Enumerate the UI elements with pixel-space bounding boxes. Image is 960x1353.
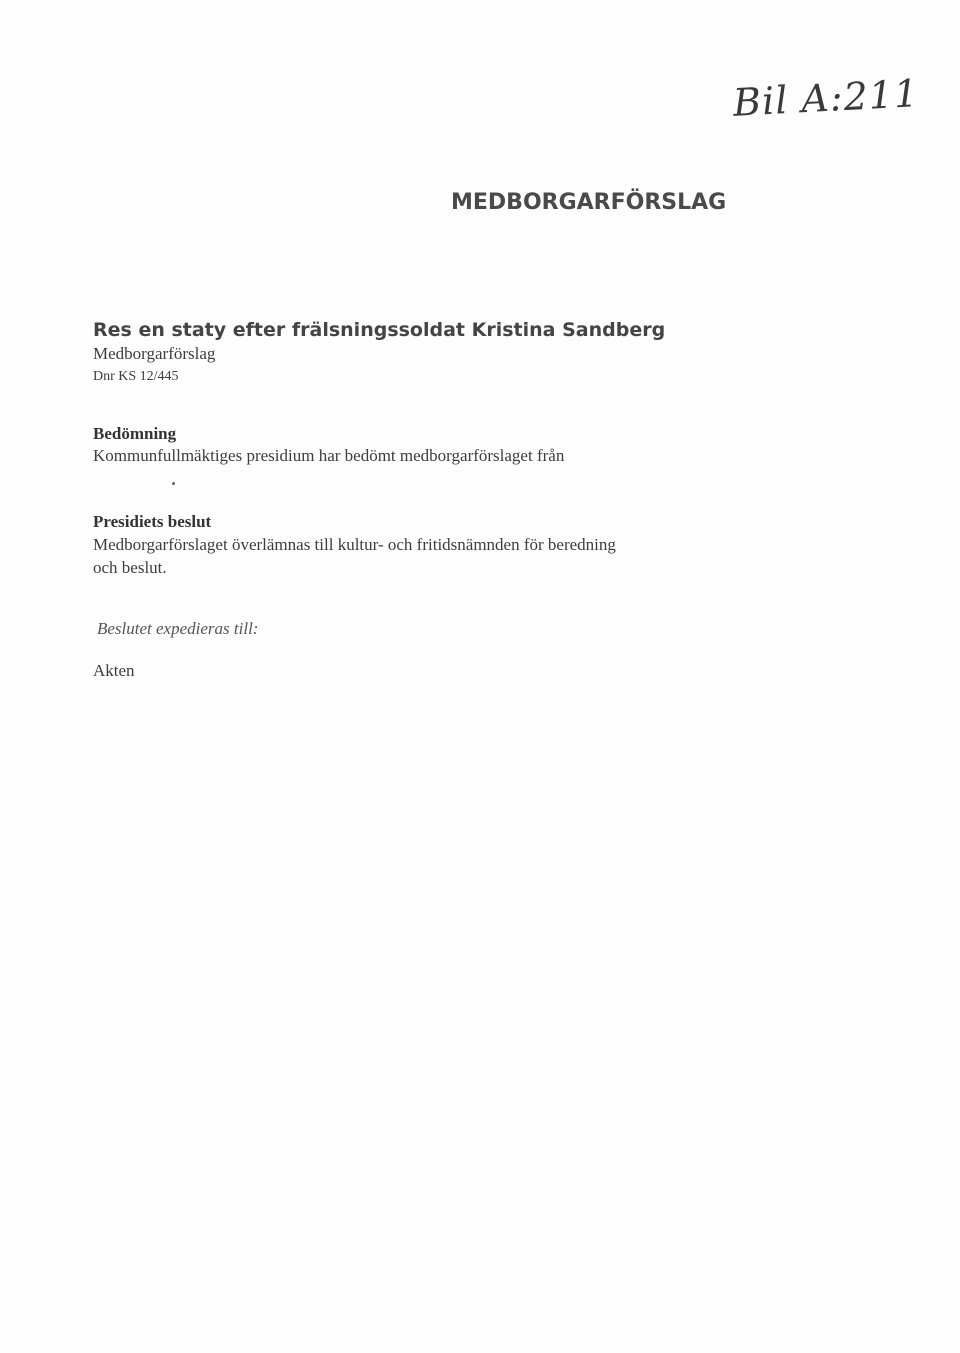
speck-mark — [172, 482, 175, 485]
bedomning-text: Kommunfullmäktiges presidium har bedömt medborgarförslaget från — [93, 446, 565, 465]
presidiets-beslut-heading: Presidiets beslut — [93, 512, 212, 531]
bedomning-heading: Bedömning — [93, 424, 177, 443]
document-number: Dnr KS 12/445 — [93, 369, 179, 384]
presidiets-beslut-text — [93, 533, 616, 579]
handwritten-note: Bil A:211 — [731, 71, 921, 125]
expedieras-recipient: Akten — [93, 661, 135, 680]
beslut-line-2: och beslut. — [93, 558, 167, 577]
document-subject: Res en staty efter frälsningssoldat Kristina Sandberg — [93, 319, 666, 341]
beslut-line-1: Medborgarförslaget överlämnas till kultur- och fritidsnämnden för beredning — [93, 535, 616, 554]
document-type: Medborgarförslag — [93, 344, 216, 363]
document-heading: MEDBORGARFÖRSLAG — [451, 190, 727, 215]
expedieras-heading: Beslutet expedieras till: — [97, 619, 259, 638]
